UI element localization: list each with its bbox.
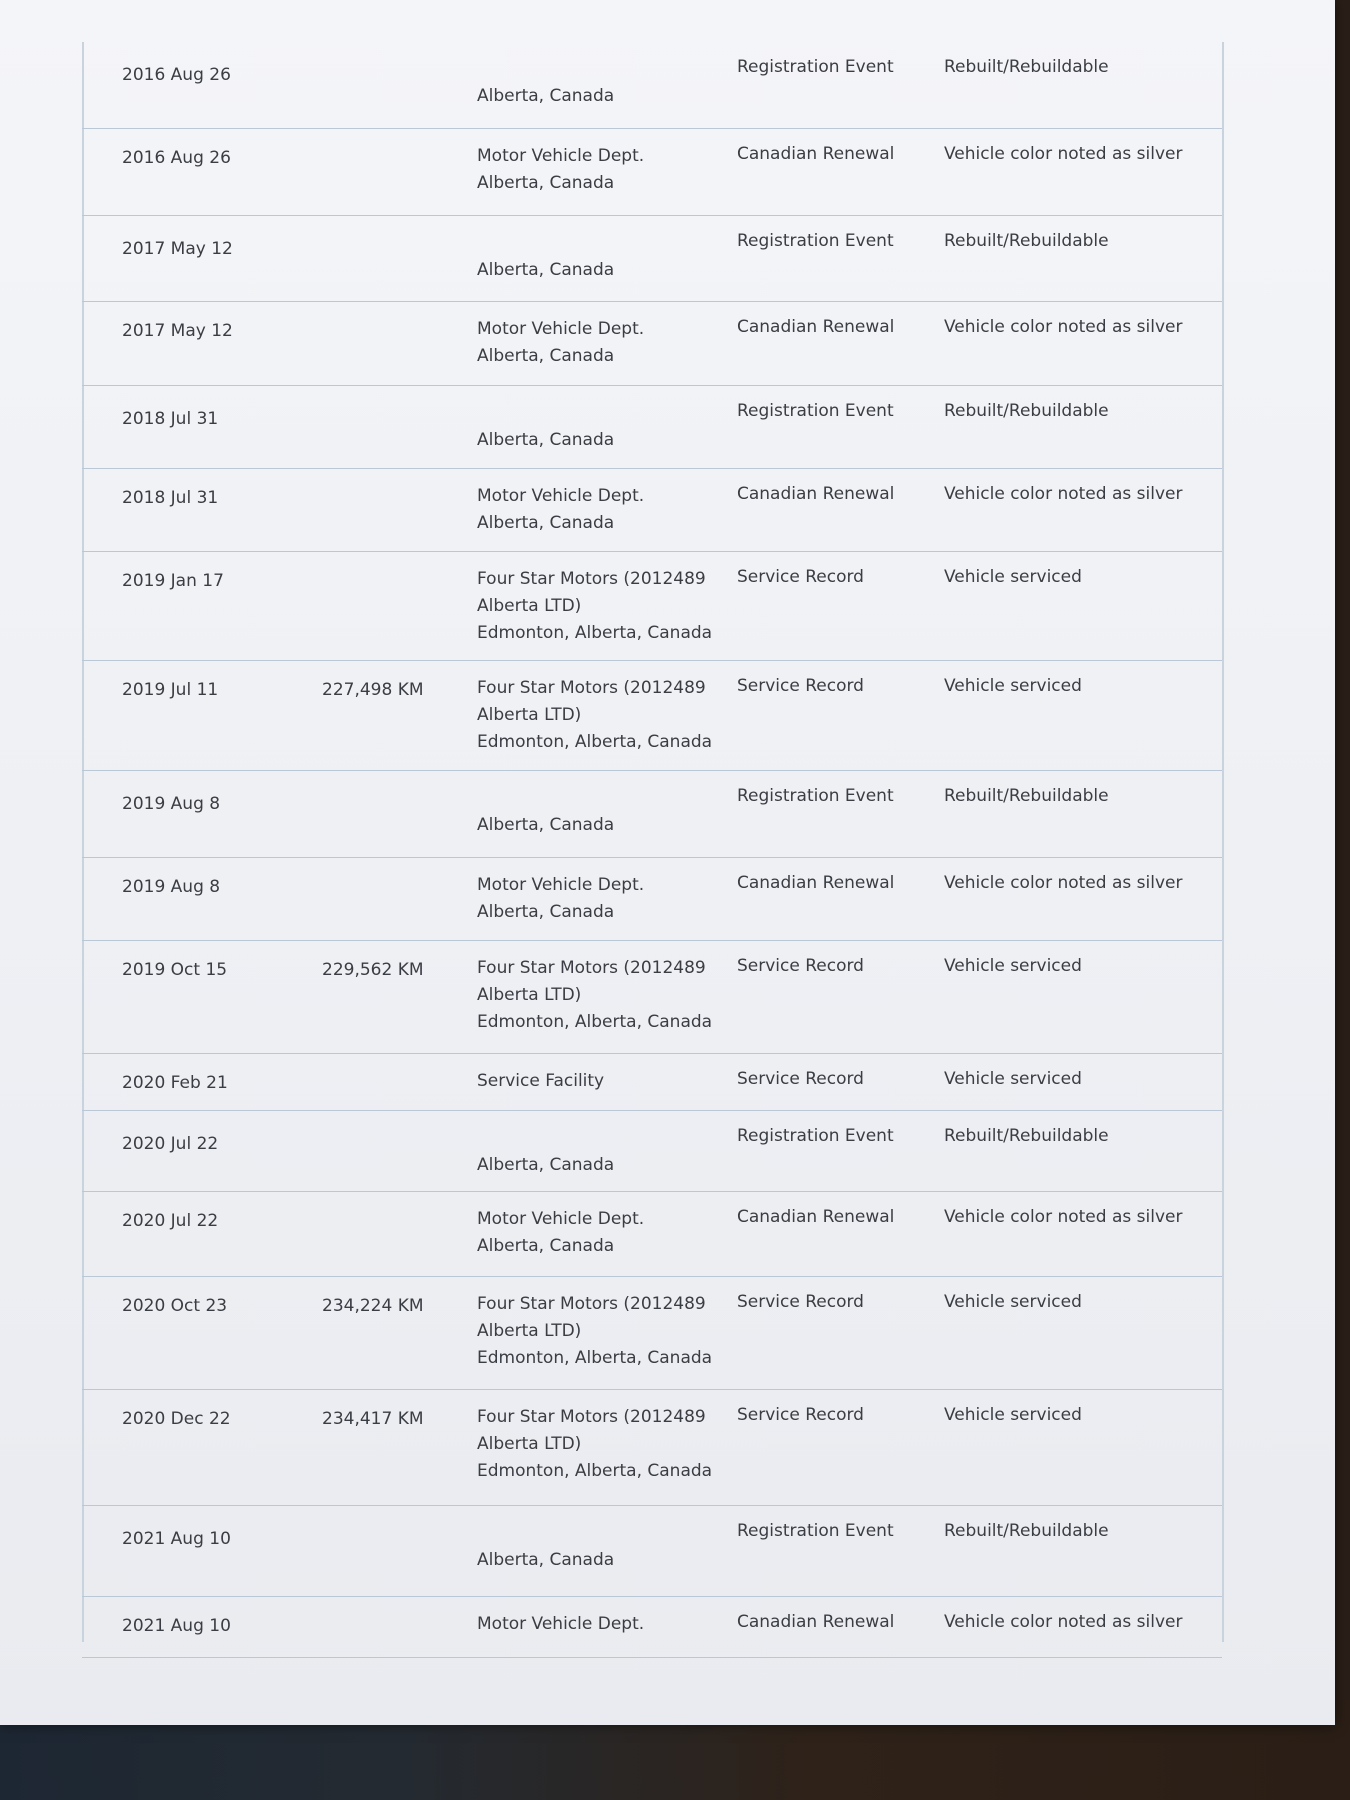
record-details: Vehicle color noted as silver [944, 1207, 1183, 1227]
record-source-line: Alberta, Canada [477, 513, 615, 533]
record-event-type: Canadian Renewal [737, 484, 895, 504]
record-date: 2020 Dec 22 [122, 1409, 231, 1429]
record-source [477, 143, 644, 197]
table-row [82, 42, 1222, 129]
record-source [477, 785, 614, 839]
record-source [477, 1125, 614, 1179]
record-source-line: Motor Vehicle Dept. [477, 319, 645, 339]
record-source-line: Alberta LTD) [477, 596, 582, 616]
record-details: Vehicle serviced [944, 1069, 1082, 1089]
record-date: 2020 Feb 21 [122, 1073, 228, 1093]
record-event-type: Registration Event [737, 231, 894, 251]
record-date: 2017 May 12 [122, 321, 233, 341]
table-row [82, 302, 1222, 386]
record-event-type: Service Record [737, 676, 864, 696]
record-details: Vehicle serviced [944, 676, 1082, 696]
table-row [82, 552, 1222, 661]
record-event-type: Canadian Renewal [737, 1207, 895, 1227]
record-source-line: Alberta, Canada [477, 1550, 615, 1570]
record-source-line: Alberta, Canada [477, 346, 615, 366]
record-details: Rebuilt/Rebuildable [944, 401, 1109, 421]
record-source-line: Alberta, Canada [477, 1155, 615, 1175]
record-details: Rebuilt/Rebuildable [944, 231, 1109, 251]
record-details: Rebuilt/Rebuildable [944, 1126, 1109, 1146]
record-source-line: Alberta LTD) [477, 705, 582, 725]
record-source [477, 230, 614, 284]
record-event-type: Service Record [737, 1292, 864, 1312]
table-row [82, 941, 1222, 1054]
record-source-line: Motor Vehicle Dept. [477, 1614, 645, 1634]
record-source-line: Motor Vehicle Dept. [477, 146, 645, 166]
record-date: 2021 Aug 10 [122, 1616, 231, 1636]
record-event-type: Canadian Renewal [737, 1612, 895, 1632]
record-source-line [477, 1125, 614, 1152]
record-date: 2019 Jan 17 [122, 571, 224, 591]
record-event-type: Service Record [737, 1069, 864, 1089]
record-source [477, 1404, 712, 1485]
record-details: Vehicle color noted as silver [944, 317, 1183, 337]
record-details: Vehicle color noted as silver [944, 1612, 1183, 1632]
record-source [477, 56, 614, 110]
record-odometer: 234,417 KM [322, 1409, 424, 1429]
table-row [82, 216, 1222, 302]
record-details: Rebuilt/Rebuildable [944, 786, 1109, 806]
record-source-line: Alberta, Canada [477, 260, 615, 280]
record-source [477, 872, 644, 926]
record-date: 2020 Jul 22 [122, 1211, 219, 1231]
record-source [477, 483, 644, 537]
table-row [82, 469, 1222, 552]
record-date: 2018 Jul 31 [122, 409, 219, 429]
record-source-line: Four Star Motors (2012489 [477, 958, 706, 978]
record-source-line [477, 785, 614, 812]
table-right-border [1222, 42, 1224, 1642]
record-source [477, 1206, 644, 1260]
record-details: Vehicle color noted as silver [944, 873, 1183, 893]
record-source-line: Alberta, Canada [477, 173, 615, 193]
record-source-line: Edmonton, Alberta, Canada [477, 1348, 713, 1368]
table-row [82, 1597, 1222, 1658]
record-odometer: 227,498 KM [322, 680, 424, 700]
record-source [477, 400, 614, 454]
record-date: 2017 May 12 [122, 239, 233, 259]
table-row [82, 661, 1222, 771]
record-event-type: Registration Event [737, 401, 894, 421]
record-details: Vehicle color noted as silver [944, 484, 1183, 504]
record-date: 2020 Jul 22 [122, 1134, 219, 1154]
record-source-line: Alberta, Canada [477, 430, 615, 450]
record-event-type: Service Record [737, 1405, 864, 1425]
record-source-line [477, 56, 614, 83]
record-source-line: Edmonton, Alberta, Canada [477, 1012, 713, 1032]
record-source-line: Motor Vehicle Dept. [477, 875, 645, 895]
table-row [82, 129, 1222, 216]
record-event-type: Canadian Renewal [737, 873, 895, 893]
record-event-type: Registration Event [737, 1126, 894, 1146]
record-event-type: Registration Event [737, 786, 894, 806]
record-source [477, 955, 712, 1036]
record-source-line: Alberta, Canada [477, 86, 615, 106]
record-source-line: Alberta, Canada [477, 902, 615, 922]
table-row [82, 1277, 1222, 1390]
record-source-line: Four Star Motors (2012489 [477, 569, 706, 589]
record-odometer: 234,224 KM [322, 1296, 424, 1316]
record-source-line: Service Facility [477, 1071, 605, 1091]
record-date: 2020 Oct 23 [122, 1296, 228, 1316]
record-details: Vehicle serviced [944, 956, 1082, 976]
record-details: Rebuilt/Rebuildable [944, 1521, 1109, 1541]
record-source [477, 1291, 712, 1372]
record-source-line: Motor Vehicle Dept. [477, 1209, 645, 1229]
record-source [477, 1611, 644, 1638]
record-event-type: Registration Event [737, 1521, 894, 1541]
record-source [477, 675, 712, 756]
record-source-line: Four Star Motors (2012489 [477, 1294, 706, 1314]
record-date: 2016 Aug 26 [122, 148, 231, 168]
record-source [477, 1520, 614, 1574]
record-date: 2019 Aug 8 [122, 877, 221, 897]
record-date: 2018 Jul 31 [122, 488, 219, 508]
record-event-type: Canadian Renewal [737, 317, 895, 337]
record-date: 2019 Jul 11 [122, 680, 219, 700]
record-details: Vehicle serviced [944, 1405, 1082, 1425]
record-odometer: 229,562 KM [322, 960, 424, 980]
record-source-line: Alberta, Canada [477, 815, 615, 835]
record-source-line [477, 1520, 614, 1547]
record-date: 2019 Aug 8 [122, 794, 221, 814]
record-date: 2016 Aug 26 [122, 65, 231, 85]
table-row [82, 1390, 1222, 1506]
table-row [82, 771, 1222, 858]
record-source-line: Alberta, Canada [477, 1236, 615, 1256]
record-source-line: Alberta LTD) [477, 985, 582, 1005]
record-date: 2021 Aug 10 [122, 1529, 231, 1549]
table-row [82, 386, 1222, 469]
record-source-line: Motor Vehicle Dept. [477, 486, 645, 506]
record-source [477, 316, 644, 370]
table-row [82, 1111, 1222, 1192]
record-details: Rebuilt/Rebuildable [944, 57, 1109, 77]
record-source-line: Four Star Motors (2012489 [477, 678, 706, 698]
record-details: Vehicle color noted as silver [944, 144, 1183, 164]
record-source-line [477, 230, 614, 257]
record-source-line: Edmonton, Alberta, Canada [477, 732, 713, 752]
record-source-line: Alberta LTD) [477, 1434, 582, 1454]
record-event-type: Service Record [737, 956, 864, 976]
record-source-line: Alberta LTD) [477, 1321, 582, 1341]
table-row [82, 858, 1222, 941]
record-date: 2019 Oct 15 [122, 960, 228, 980]
record-event-type: Canadian Renewal [737, 144, 895, 164]
record-event-type: Registration Event [737, 57, 894, 77]
record-source-line [477, 400, 614, 427]
record-details: Vehicle serviced [944, 1292, 1082, 1312]
table-row [82, 1192, 1222, 1277]
record-source-line: Edmonton, Alberta, Canada [477, 1461, 713, 1481]
record-event-type: Service Record [737, 567, 864, 587]
record-source-line: Four Star Motors (2012489 [477, 1407, 706, 1427]
record-source [477, 1068, 604, 1095]
record-source-line: Edmonton, Alberta, Canada [477, 623, 713, 643]
table-row [82, 1054, 1222, 1111]
record-source [477, 566, 712, 647]
table-row [82, 1506, 1222, 1597]
vehicle-history-table [82, 42, 1222, 1658]
record-details: Vehicle serviced [944, 567, 1082, 587]
